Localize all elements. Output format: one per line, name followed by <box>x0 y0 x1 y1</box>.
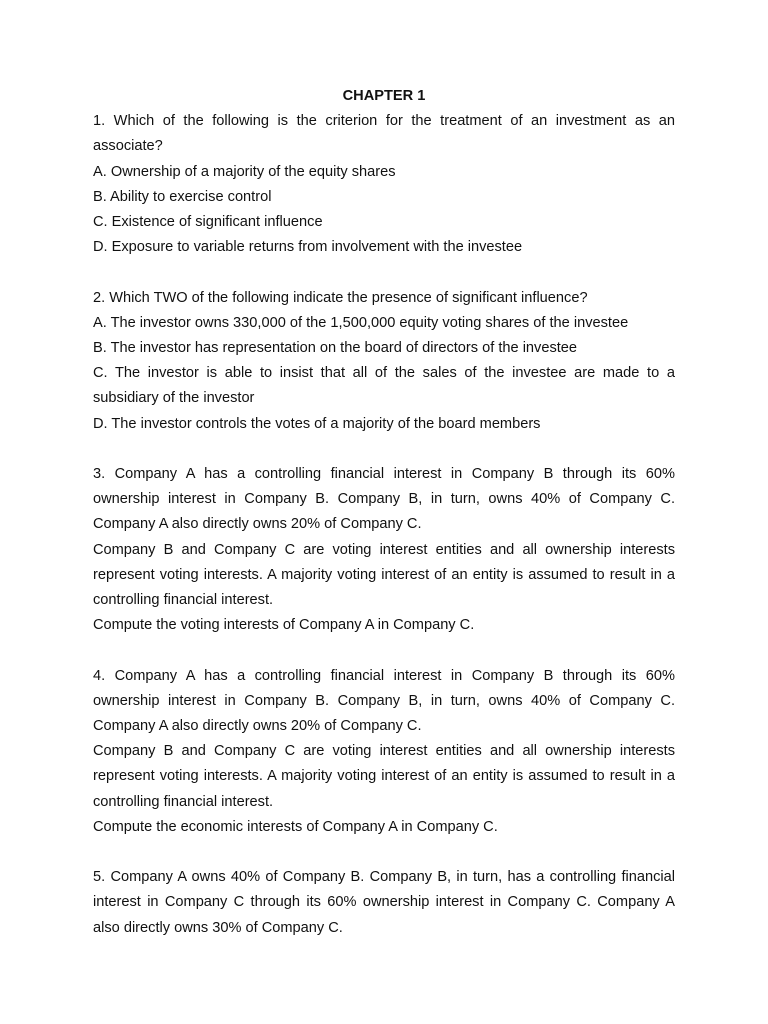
spacer <box>93 840 675 865</box>
question-1 <box>93 109 675 260</box>
question-4-paragraph-1: 4. Company A has a controlling financial interest in Company B through its 60% ownership interest in Company B. Company B, in turn, owns 40% of Company C. Company A also directly owns 20% of Company C. <box>93 667 675 735</box>
question-3-paragraph-2: Company B and Company C are voting interest entities and all ownership interests represent voting interests. A majority voting interest of an entity is assumed to result in a controlling financial interest. <box>93 541 675 609</box>
question-1-stem: 1. Which of the following is the criterion for the treatment of an investment as an associate? <box>93 113 675 155</box>
question-2 <box>93 286 675 437</box>
question-2-stem: 2. Which TWO of the following indicate the presence of significant influence? <box>93 289 588 306</box>
question-2-option-b: B. The investor has representation on the board of directors of the investee <box>93 340 578 356</box>
question-1-option-c: C. Existence of significant influence <box>93 214 323 230</box>
spacer <box>93 260 675 285</box>
chapter-title: CHAPTER 1 <box>342 88 426 104</box>
question-4 <box>93 664 675 840</box>
question-1-option-b: B. Ability to exercise control <box>93 188 272 205</box>
question-3 <box>93 462 675 638</box>
question-3-paragraph-3: Compute the voting interests of Company A in Company C. <box>93 617 475 634</box>
question-4-paragraph-3: Compute the economic interests of Company A in Company C. <box>93 818 498 835</box>
question-5 <box>93 865 675 941</box>
document-page <box>93 84 675 941</box>
question-3-paragraph-1: 3. Company A has a controlling financial interest in Company B through its 60% ownership interest in Company B. Company B, in turn, owns 40% of Company C. Company A also directly owns 20% of Company C. <box>93 466 675 533</box>
question-2-option-d: D. The investor controls the votes of a majority of the board members <box>93 415 541 432</box>
spacer <box>93 437 675 462</box>
question-5-paragraph-1: 5. Company A owns 40% of Company B. Company B, in turn, has a controlling financial interest in Company C through its 60% ownership interest in Company C. Company A also directly owns 30% of Company C. <box>93 869 675 936</box>
question-2-option-a: A. The investor owns 330,000 of the 1,500,000 equity voting shares of the investee <box>93 314 629 331</box>
spacer <box>93 638 675 663</box>
question-4-paragraph-2: Company B and Company C are voting interest entities and all ownership interests represent voting interests. A majority voting interest of an entity is assumed to result in a controlling financial interest. <box>93 743 675 810</box>
question-2-option-c: C. The investor is able to insist that all of the sales of the investee are made to a subsidiary of the investor <box>93 365 675 407</box>
question-1-option-d: D. Exposure to variable returns from involvement with the investee <box>93 239 523 256</box>
question-1-option-a: A. Ownership of a majority of the equity shares <box>93 163 396 180</box>
